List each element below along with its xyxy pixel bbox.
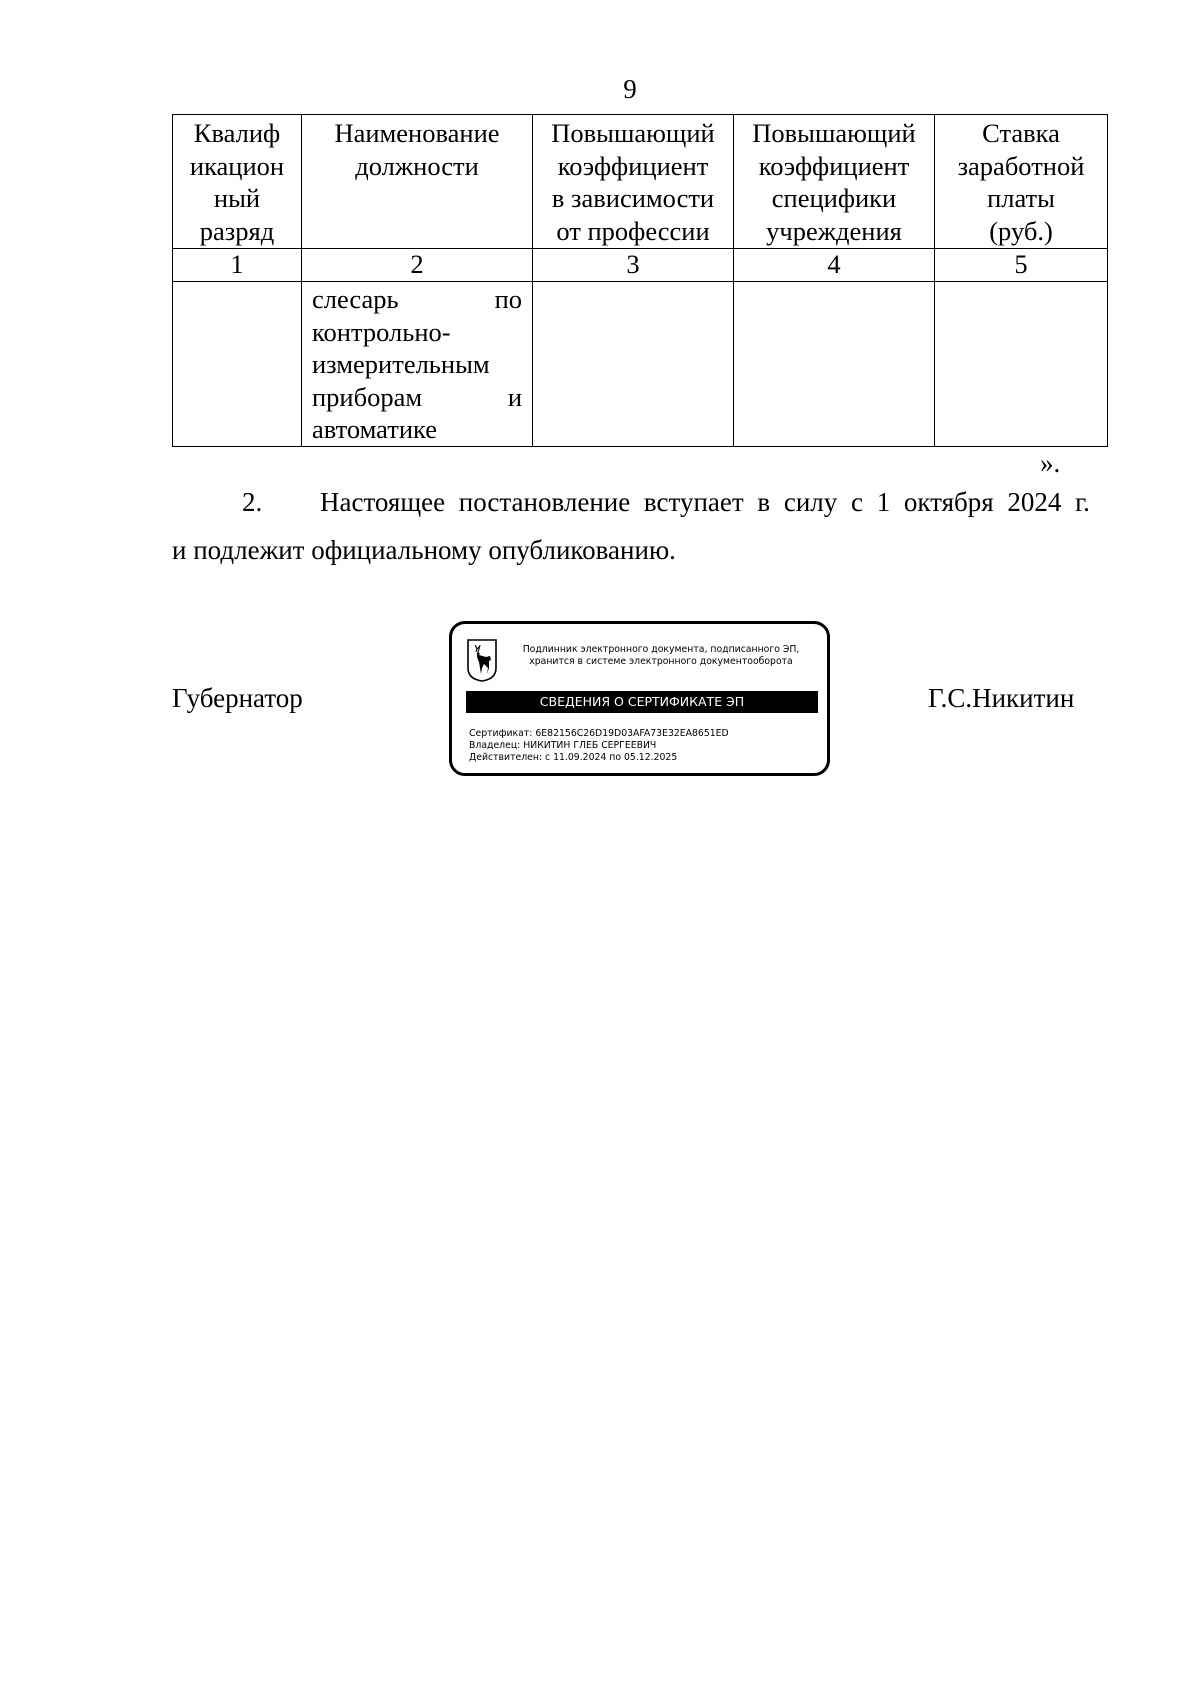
cell-grade <box>173 282 302 447</box>
cell-institution-coefficient <box>734 282 935 447</box>
paragraph-line-1: Настоящее постановление вступает в силу с 1 октября 2024 г. <box>320 487 1090 517</box>
page-number: 9 <box>623 74 637 104</box>
certificate-details <box>469 728 729 764</box>
salary-table <box>172 114 1108 447</box>
deer-emblem-icon <box>466 638 498 682</box>
column-number-row <box>173 249 1108 282</box>
closing-quote: ». <box>1040 448 1061 478</box>
paragraph-line-2: и подлежит официальному опубликованию. <box>172 535 676 565</box>
cell-salary-rate <box>935 282 1108 447</box>
stamp-header: СВЕДЕНИЯ О СЕРТИФИКАТЕ ЭП <box>466 691 818 713</box>
header-cell-grade: Квалиф икацион ный разряд <box>173 115 302 249</box>
cell-profession-coefficient <box>533 282 734 447</box>
paragraph-number: 2. <box>242 487 263 517</box>
signatory-title: Губернатор <box>172 683 303 713</box>
electronic-signature-stamp <box>449 621 830 776</box>
certificate-owner: Владелец: НИКИТИН ГЛЕБ СЕРГЕЕВИЧ <box>469 740 657 751</box>
cell-position-name: слесарь по контрольно- измерительным приборам и автоматике <box>302 282 533 447</box>
column-number: 5 <box>935 249 1108 282</box>
table-header-row <box>173 115 1108 249</box>
column-number: 3 <box>533 249 734 282</box>
header-cell-salary-rate: Ставка заработной платы (руб.) <box>935 115 1108 249</box>
header-cell-profession-coefficient: Повышающий коэффициент в зависимости от профессии <box>533 115 734 249</box>
header-cell-institution-coefficient: Повышающий коэффициент специфики учреждения <box>734 115 935 249</box>
paragraph-2 <box>172 487 1090 517</box>
certificate-validity: Действителен: с 11.09.2024 по 05.12.2025 <box>469 752 678 763</box>
signatory-name: Г.С.Никитин <box>928 683 1075 713</box>
certificate-number: Сертификат: 6E82156C26D19D03AFA73E32EA8651ED <box>469 728 729 739</box>
header-cell-position: Наименование должности <box>302 115 533 249</box>
column-number: 2 <box>302 249 533 282</box>
table-row <box>173 282 1108 447</box>
column-number: 4 <box>734 249 935 282</box>
stamp-caption: Подлинник электронного документа, подписанного ЭП, хранится в системе электронного документооборота <box>522 644 800 667</box>
column-number: 1 <box>173 249 302 282</box>
